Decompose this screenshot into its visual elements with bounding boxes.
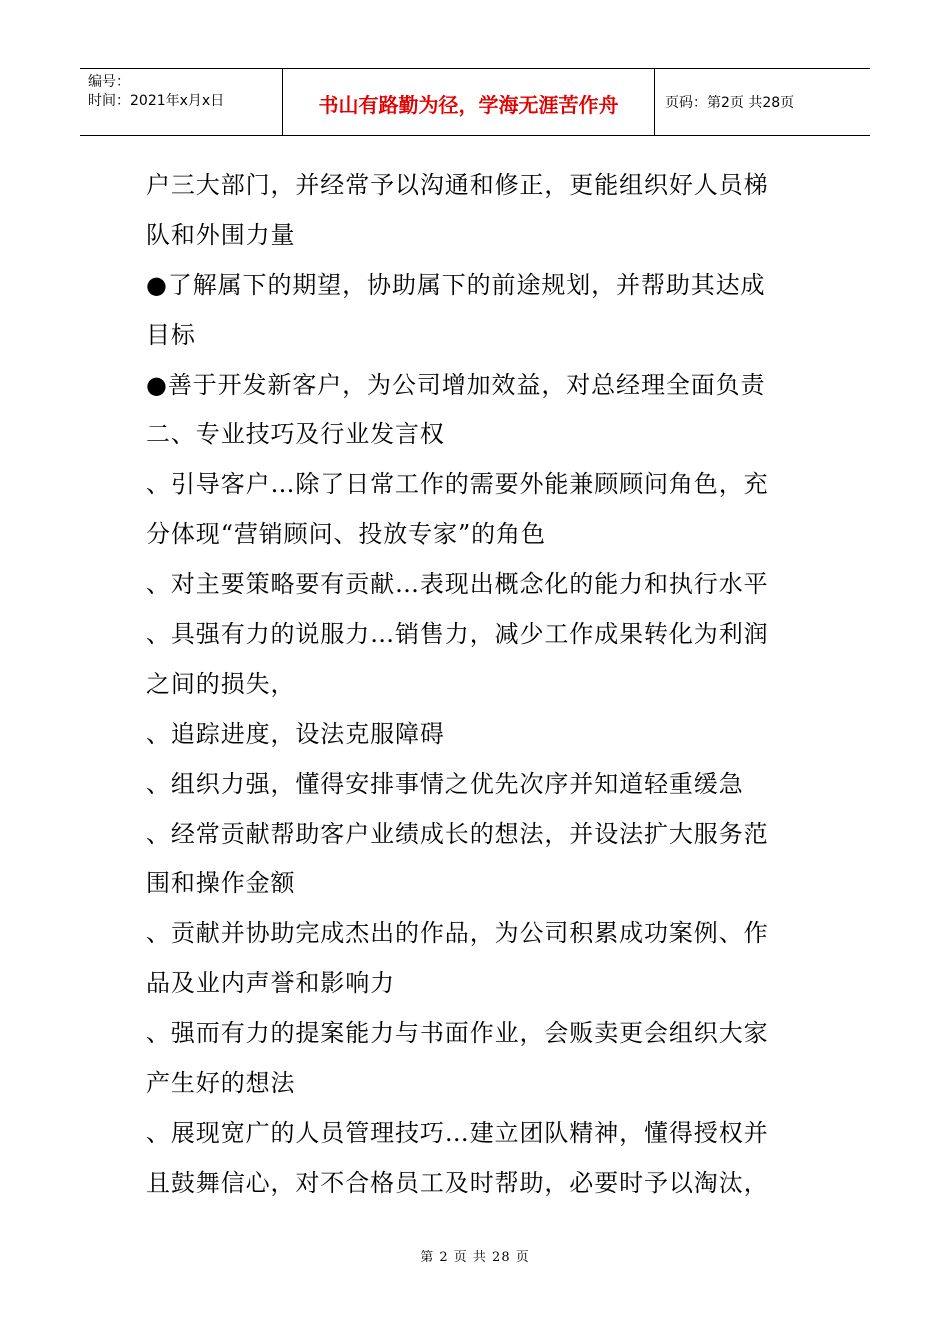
- document-number: 编号：: [88, 74, 130, 90]
- body-line: ●善于开发新客户，为公司增加效益，对总经理全面负责: [146, 370, 766, 399]
- header-motto: 书山有路勤为径，学海无涯苦作舟: [283, 69, 655, 135]
- body-line: 之间的损失，: [146, 669, 296, 698]
- body-line: 分体现“营销顾问、投放专家”的角色: [146, 520, 546, 549]
- document-time: 时间：2021年x月x日: [88, 93, 225, 109]
- body-line: 目标: [146, 320, 196, 349]
- page-header: [80, 68, 870, 136]
- section-heading: 二、专业技巧及行业发言权: [146, 420, 445, 449]
- document-body: [146, 161, 811, 1209]
- body-line: 、展现宽广的人员管理技巧…建立团队精神，懂得授权并: [146, 1118, 769, 1147]
- body-line: 且鼓舞信心，对不合格员工及时帮助，必要时予以淘汰，: [146, 1168, 769, 1197]
- body-line: 品及业内声誉和影响力: [146, 969, 395, 998]
- body-line: 、对主要策略要有贡献…表现出概念化的能力和执行水平: [146, 570, 769, 599]
- header-meta: [80, 69, 283, 135]
- body-line: 、具强有力的说服力…销售力，减少工作成果转化为利润: [146, 620, 769, 649]
- header-page-info: 页码：第2页 共28页: [665, 95, 795, 111]
- body-line: 、贡献并协助完成杰出的作品，为公司积累成功案例、作: [146, 919, 769, 948]
- body-line: 产生好的想法: [146, 1069, 296, 1098]
- body-line: 、追踪进度，设法克服障碍: [146, 719, 445, 748]
- body-line: 、经常贡献帮助客户业绩成长的想法，并设法扩大服务范: [146, 819, 769, 848]
- page-footer: 第 2 页 共 28 页: [420, 1250, 530, 1265]
- body-line: 、引导客户…除了日常工作的需要外能兼顾顾问角色，充: [146, 470, 769, 499]
- body-line: 户三大部门，并经常予以沟通和修正，更能组织好人员梯: [146, 171, 769, 199]
- body-line: 围和操作金额: [146, 869, 296, 898]
- body-line: ●了解属下的期望，协助属下的前途规划，并帮助其达成: [146, 270, 766, 299]
- body-line: 队和外围力量: [146, 220, 296, 249]
- body-line: 、强而有力的提案能力与书面作业，会贩卖更会组织大家: [146, 1019, 769, 1048]
- body-line: 、组织力强，懂得安排事情之优先次序并知道轻重缓急: [146, 769, 744, 798]
